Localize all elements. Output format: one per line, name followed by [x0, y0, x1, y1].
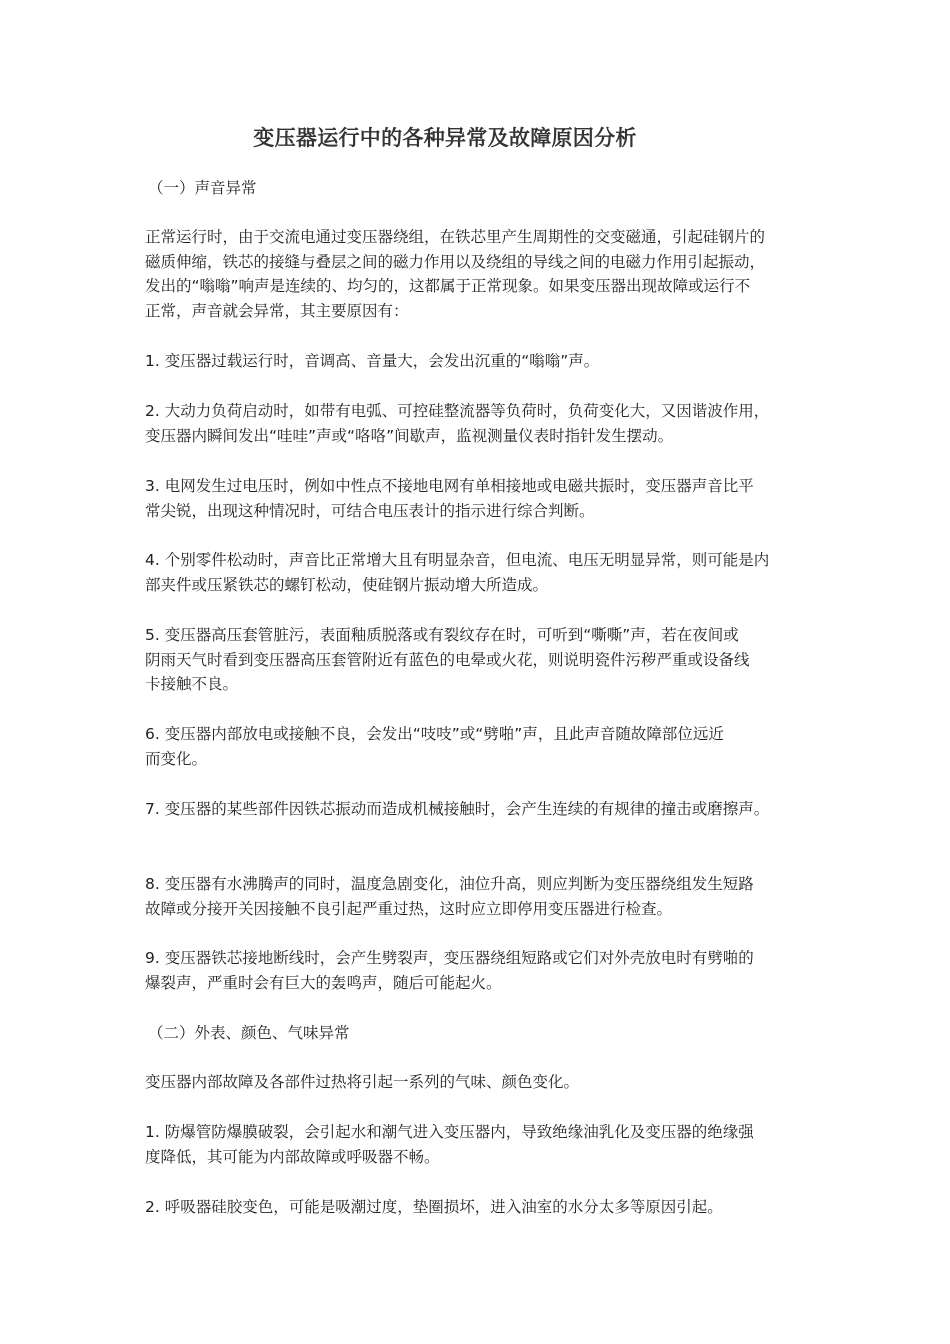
list-item: [145, 797, 821, 822]
text-line: 2. 呼吸器硅胶变色，可能是吸潮过度，垫圈损坏，进入油室的水分太多等原因引起。: [145, 1198, 723, 1216]
paragraph-intro: [145, 1070, 821, 1095]
list-item: [145, 548, 821, 597]
text-line: 卡接触不良。: [145, 675, 239, 693]
list-item: [145, 399, 821, 448]
section-heading-sound: （一）声音异常: [148, 179, 257, 197]
text-line: 7. 变压器的某些部件因铁芯振动而造成机械接触时，会产生连续的有规律的撞击或磨擦声。: [145, 800, 770, 818]
text-line: 正常，声音就会异常，其主要原因有：: [145, 301, 409, 320]
list-item: [145, 349, 821, 374]
document-title: 变压器运行中的各种异常及故障原因分析: [253, 126, 637, 150]
text-line: 2. 大动力负荷启动时，如带有电弧、可控硅整流器等负荷时，负荷变化大，又因谐波作用，: [145, 402, 770, 420]
list-item: [145, 1195, 821, 1220]
list-item: [145, 872, 821, 921]
text-line: 发出的“嗡嗡”响声是连续的、均匀的，这都属于正常现象。如果变压器出现故障或运行不: [145, 277, 751, 295]
list-item: [145, 623, 821, 697]
text-line: 变压器内部故障及各部件过热将引起一系列的气味、颜色变化。: [145, 1073, 580, 1091]
text-line: 变压器内瞬间发出“哇哇”声或“咯咯”间歇声，监视测量仪表时指针发生摆动。: [145, 426, 674, 445]
text-line: 1. 防爆管防爆膜破裂，会引起水和潮气进入变压器内，导致绝缘油乳化及变压器的绝缘强: [145, 1123, 754, 1141]
text-line: 6. 变压器内部放电或接触不良，会发出“吱吱”或“劈啪”声，且此声音随故障部位远近: [145, 725, 724, 743]
list-item: [145, 946, 821, 995]
text-line: 1. 变压器过载运行时，音调高、音量大，会发出沉重的“嗡嗡”声。: [145, 352, 600, 370]
text-line: 3. 电网发生过电压时，例如中性点不接地电网有单相接地或电磁共振时，变压器声音比平: [145, 477, 754, 495]
section-heading-appearance: （二）外表、颜色、气味异常: [148, 1024, 350, 1042]
text-line: 4. 个别零件松动时，声音比正常增大且有明显杂音，但电流、电压无明显异常，则可能是内: [145, 551, 770, 569]
text-line: 5. 变压器高压套管脏污，表面釉质脱落或有裂纹存在时，可听到“嘶嘶”声，若在夜间或: [145, 626, 739, 644]
text-line: 故障或分接开关因接触不良引起严重过热，这时应立即停用变压器进行检查。: [145, 899, 673, 918]
list-item: [145, 722, 821, 771]
text-line: 而变化。: [145, 749, 208, 768]
text-line: 正常运行时，由于交流电通过变压器绕组，在铁芯里产生周期性的交变磁通，引起硅钢片的: [145, 228, 766, 246]
text-line: 9. 变压器铁芯接地断线时，会产生劈裂声，变压器绕组短路或它们对外壳放电时有劈啪的: [145, 949, 754, 967]
text-line: 常尖锐，出现这种情况时，可结合电压表计的指示进行综合判断。: [145, 501, 595, 520]
text-line: 度降低，其可能为内部故障或呼吸器不畅。: [145, 1147, 440, 1166]
text-line: 爆裂声，严重时会有巨大的轰鸣声，随后可能起火。: [145, 973, 502, 992]
list-item: [145, 474, 821, 523]
text-line: 部夹件或压紧铁芯的螺钉松动，使硅钢片振动增大所造成。: [145, 575, 549, 594]
text-line: 阴雨天气时看到变压器高压套管附近有蓝色的电晕或火花，则说明瓷件污秽严重或设备线: [145, 650, 750, 669]
paragraph-intro: [145, 225, 821, 323]
text-line: 8. 变压器有水沸腾声的同时，温度急剧变化，油位升高，则应判断为变压器绕组发生短路: [145, 875, 754, 893]
text-line: 磁质伸缩，铁芯的接缝与叠层之间的磁力作用以及绕组的导线之间的电磁力作用引起振动，: [145, 252, 766, 271]
list-item: [145, 1120, 821, 1169]
